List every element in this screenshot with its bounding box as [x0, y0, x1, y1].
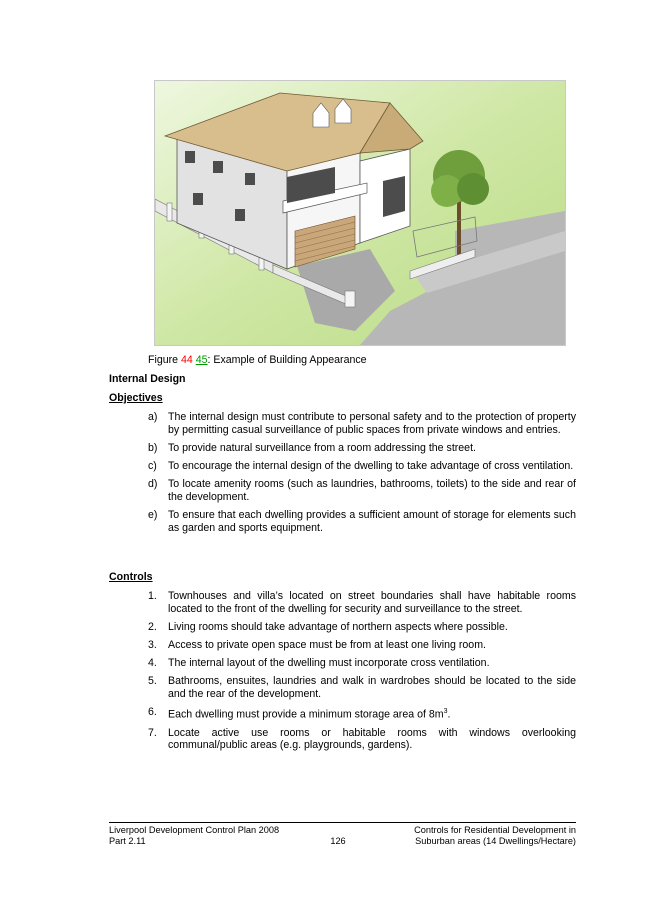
footer-part: Part 2.11 [109, 836, 146, 846]
list-text: Locate active use rooms or habitable rooms with windows overlooking communal/public areas (e.g. playgrounds, gardens). [168, 726, 576, 752]
list-item [148, 727, 576, 752]
objectives-heading: Objectives [109, 392, 163, 404]
list-text: Living rooms should take advantage of northern aspects where possible. [168, 620, 508, 633]
footer-right [414, 825, 576, 847]
footer-document-title: Liverpool Development Control Plan 2008 [109, 825, 280, 835]
caption-prefix: Figure [148, 354, 181, 366]
list-text: Each dwelling must provide a minimum storage area of 8m [168, 708, 444, 721]
list-item [148, 478, 576, 503]
list-text: To provide natural surveillance from a room addressing the street. [168, 441, 476, 454]
list-text: The internal layout of the dwelling must incorporate cross ventilation. [168, 657, 490, 670]
controls-heading: Controls [109, 571, 153, 583]
objectives-list [148, 411, 576, 540]
superscript-exponent: 3 [443, 708, 448, 716]
caption-text: : Example of Building Appearance [207, 354, 367, 366]
footer-divider [109, 822, 576, 823]
list-marker: 5. [148, 675, 157, 688]
building-illustration [154, 80, 566, 346]
figure-caption [148, 354, 367, 366]
list-text: Townhouses and villa’s located on street boundaries shall have habitable rooms located to the front of the dwelling for security and surveillance to the street. [168, 590, 576, 615]
list-item [148, 657, 576, 670]
internal-design-heading: Internal Design [109, 373, 186, 385]
list-marker: 1. [148, 590, 157, 602]
page-number: 126 [330, 836, 346, 846]
list-item [148, 442, 576, 455]
list-marker: e) [148, 508, 158, 521]
list-item [148, 675, 576, 700]
list-marker: 7. [148, 726, 157, 739]
list-marker: 3. [148, 638, 157, 651]
list-item [148, 590, 576, 615]
footer-section-title: Controls for Residential Development in [414, 825, 576, 835]
list-item [148, 460, 576, 473]
list-text: Access to private open space must be from at least one living room. [168, 638, 486, 651]
list-marker: 6. [148, 706, 157, 719]
list-marker: 4. [148, 657, 157, 670]
house-drawing [155, 81, 565, 345]
caption-inserted-number[interactable]: 45 [195, 354, 208, 366]
caption-deleted-number: 44 [180, 354, 193, 366]
list-item [148, 411, 576, 436]
list-text: To ensure that each dwelling provides a sufficient amount of storage for elements such as garden and sports equipment. [168, 508, 576, 534]
list-text: Bathrooms, ensuites, laundries and walk in wardrobes should be located to the side and the rear of the development. [168, 675, 576, 700]
list-marker: c) [148, 459, 157, 472]
footer-left [109, 825, 279, 847]
list-text-tail: . [447, 708, 451, 721]
list-text: The internal design must contribute to personal safety and to the protection of property by permitting casual surveillance of public spaces from private windows and entries. [168, 411, 576, 436]
list-text: To locate amenity rooms (such as laundries, bathrooms, toilets) to the side and rear of the development. [168, 478, 576, 503]
list-marker: a) [148, 411, 158, 423]
controls-list [148, 590, 576, 758]
list-marker: 2. [148, 620, 157, 633]
list-item [148, 621, 576, 634]
list-text: To encourage the internal design of the dwelling to take advantage of cross ventilation. [168, 459, 574, 472]
footer-section-subtitle: Suburban areas (14 Dwellings/Hectare) [415, 836, 576, 846]
list-item [148, 639, 576, 652]
list-item [148, 706, 576, 721]
list-marker: b) [148, 441, 158, 454]
list-item [148, 509, 576, 534]
list-marker: d) [148, 478, 158, 491]
